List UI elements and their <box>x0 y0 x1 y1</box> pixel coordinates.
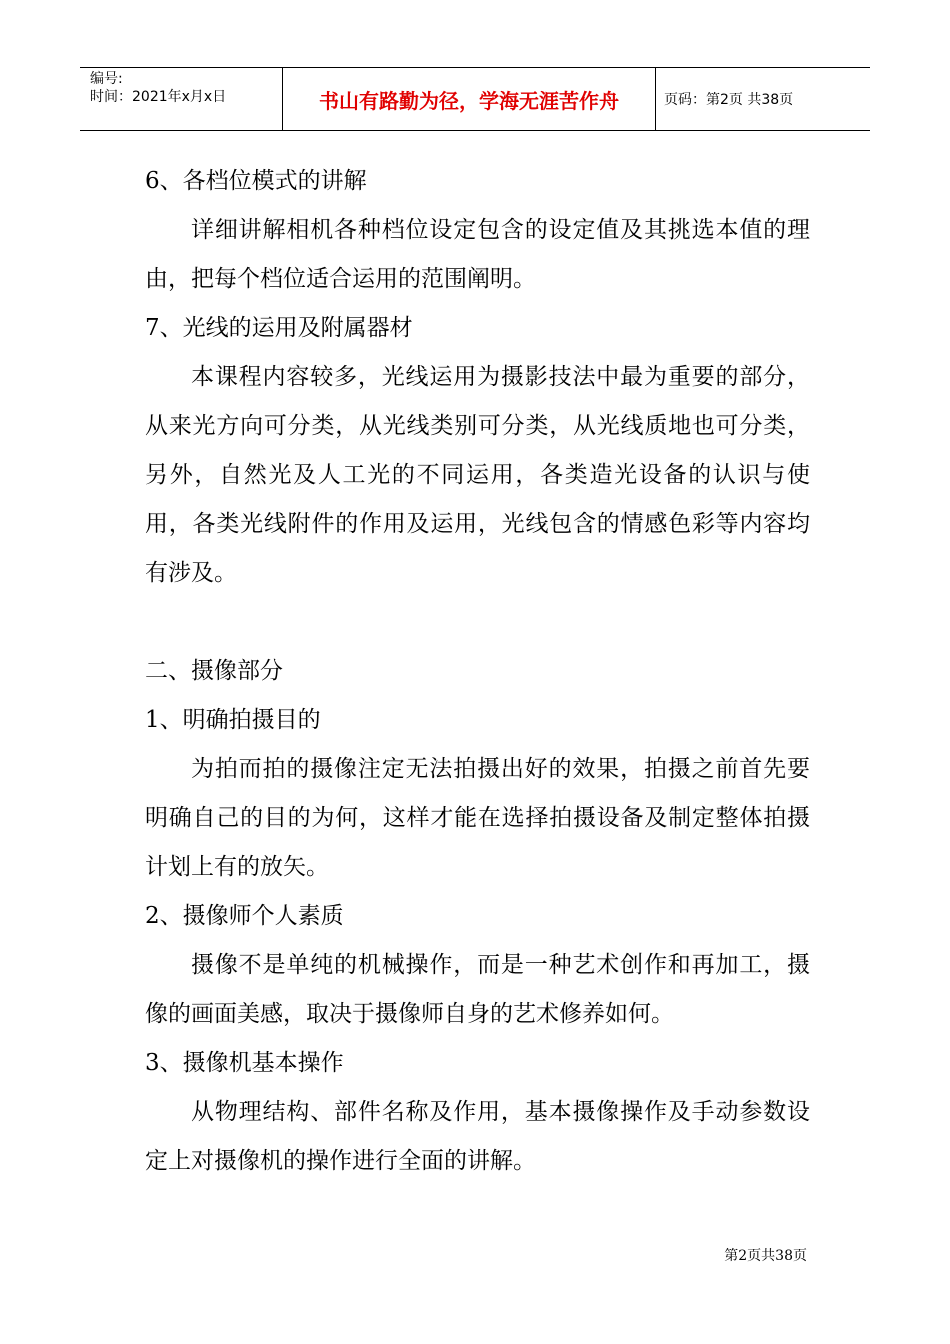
section-heading: 6、各档位模式的讲解 <box>145 168 367 194</box>
blank-line <box>145 598 810 647</box>
page-header <box>80 67 870 131</box>
header-meta <box>80 68 280 130</box>
part-heading: 二、摄像部分 <box>145 658 283 684</box>
header-motto: 书山有路勤为径，学海无涯苦作舟 <box>282 68 656 130</box>
section-heading: 3、摄像机基本操作 <box>145 1050 344 1076</box>
document-number-label: 编号: <box>90 71 123 87</box>
paragraph: 摄像不是单纯的机械操作，而是一种艺术创作和再加工，摄像的画面美感，取决于摄像师自身的艺术修养如何。 <box>145 952 810 1027</box>
document-date: 时间：2021年x月x日 <box>90 89 227 105</box>
section-heading: 7、光线的运用及附属器材 <box>145 315 413 341</box>
section-heading: 2、摄像师个人素质 <box>145 903 344 929</box>
paragraph: 从物理结构、部件名称及作用，基本摄像操作及手动参数设定上对摄像机的操作进行全面的讲解。 <box>145 1099 810 1174</box>
page-footer-number: 第2页共38页 <box>724 1248 807 1264</box>
header-page-info: 页码：第2页 共38页 <box>664 92 794 108</box>
paragraph: 本课程内容较多，光线运用为摄影技法中最为重要的部分，从来光方向可分类，从光线类别可分类，从光线质地也可分类，另外，自然光及人工光的不同运用，各类造光设备的认识与使用，各类光线附件的作用及运用，光线包含的情感色彩等内容均有涉及。 <box>145 364 810 586</box>
paragraph: 详细讲解相机各种档位设定包含的设定值及其挑选本值的理由，把每个档位适合运用的范围阐明。 <box>145 217 810 292</box>
document-body <box>145 157 810 1186</box>
section-heading: 1、明确拍摄目的 <box>145 707 321 733</box>
paragraph: 为拍而拍的摄像注定无法拍摄出好的效果，拍摄之前首先要明确自己的目的为何，这样才能在选择拍摄设备及制定整体拍摄计划上有的放矢。 <box>145 756 810 880</box>
